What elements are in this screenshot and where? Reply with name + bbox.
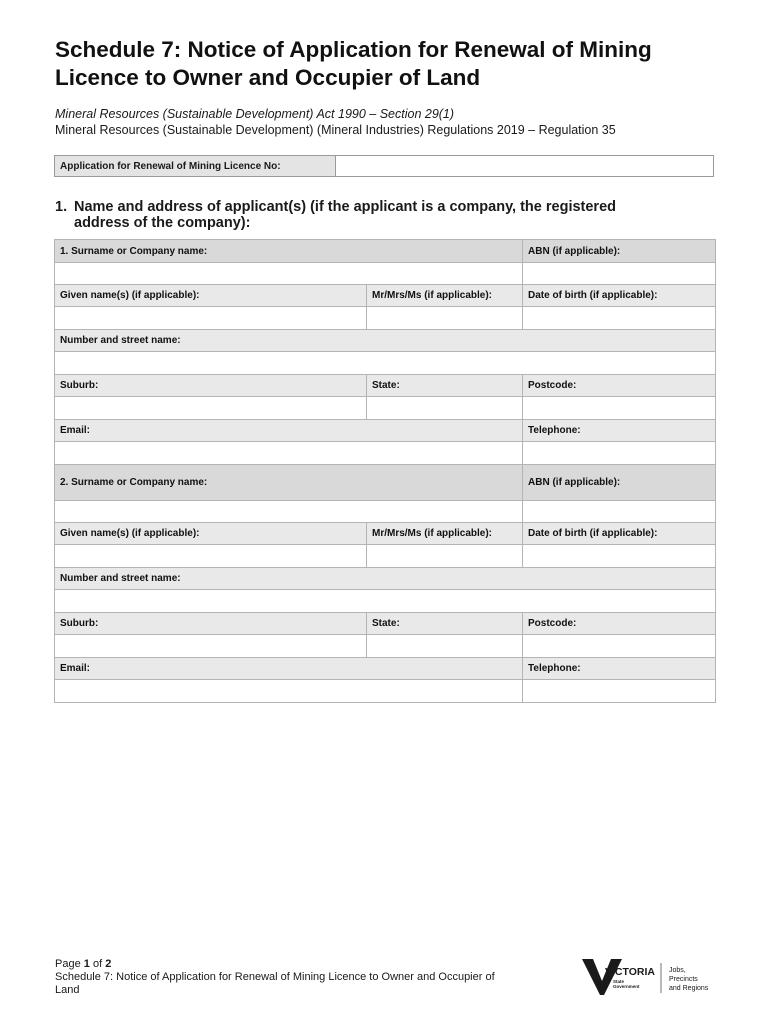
- licence-number-label: Application for Renewal of Mining Licence No:: [55, 156, 336, 176]
- applicant-2-telephone-input[interactable]: [523, 680, 716, 703]
- applicant-1-telephone-label: Telephone:: [523, 420, 716, 442]
- applicant-2-suburb-input[interactable]: [55, 635, 367, 658]
- regulations-reference: Mineral Resources (Sustainable Development) (Mineral Industries) Regulations 2019 – Regulation 35: [55, 123, 616, 137]
- logo-brand-text: VICTORIA: [605, 966, 655, 978]
- applicant-1-given-names-input[interactable]: [55, 307, 367, 330]
- applicant-2-abn-input[interactable]: [523, 501, 716, 523]
- applicant-2-abn-label: ABN (if applicable):: [523, 465, 716, 501]
- applicant-2-postcode-label: Postcode:: [523, 613, 716, 635]
- applicant-1-street-label: Number and street name:: [55, 330, 716, 352]
- footer-title-line1: Schedule 7: Notice of Application for Renewal of Mining Licence to Owner and Occupier of: [55, 971, 495, 983]
- applicant-2-street-input[interactable]: [55, 590, 716, 613]
- applicant-1-state-input[interactable]: [367, 397, 523, 420]
- applicant-1-street-input[interactable]: [55, 352, 716, 375]
- applicant-2-state-label: State:: [367, 613, 523, 635]
- section-1-heading: [55, 199, 695, 231]
- applicant-2-email-label: Email:: [55, 658, 523, 680]
- footer-document-title: [55, 971, 550, 997]
- applicant-1-dob-input[interactable]: [523, 307, 716, 330]
- applicant-1-postcode-label: Postcode:: [523, 375, 716, 397]
- applicant-1-postcode-input[interactable]: [523, 397, 716, 420]
- applicant-1-email-input[interactable]: [55, 442, 523, 465]
- applicant-1-state-label: State:: [367, 375, 523, 397]
- applicant-2-state-input[interactable]: [367, 635, 523, 658]
- licence-number-row: [54, 155, 714, 177]
- applicant-1-email-label: Email:: [55, 420, 523, 442]
- logo-dept-line1: Jobs,: [669, 967, 686, 974]
- page-total: 2: [105, 958, 112, 970]
- applicant-2-surname-label: 2. Surname or Company name:: [55, 465, 523, 501]
- applicant-1-title-label: Mr/Mrs/Ms (if applicable):: [367, 285, 523, 307]
- applicant-1-title-input[interactable]: [367, 307, 523, 330]
- applicant-1-abn-input[interactable]: [523, 263, 716, 285]
- applicant-2-surname-input[interactable]: [55, 501, 523, 523]
- applicant-1-given-names-label: Given name(s) (if applicable):: [55, 285, 367, 307]
- applicant-details-table: [54, 239, 716, 703]
- applicant-2-title-label: Mr/Mrs/Ms (if applicable):: [367, 523, 523, 545]
- page-number: [55, 958, 555, 971]
- section-1-title-line2: address of the company):: [74, 215, 251, 231]
- applicant-2-street-label: Number and street name:: [55, 568, 716, 590]
- applicant-1-header-row: [55, 240, 716, 263]
- page-of: of: [92, 958, 103, 970]
- applicant-2-dob-label: Date of birth (if applicable):: [523, 523, 716, 545]
- logo-sub-government: Government: [613, 984, 640, 989]
- applicant-1-suburb-input[interactable]: [55, 397, 367, 420]
- victoria-government-logo: [582, 957, 722, 997]
- applicant-1-dob-label: Date of birth (if applicable):: [523, 285, 716, 307]
- act-reference: Mineral Resources (Sustainable Development) Act 1990 – Section 29(1): [55, 107, 455, 121]
- applicant-2-email-input[interactable]: [55, 680, 523, 703]
- logo-dept-line3: and Regions: [669, 985, 709, 992]
- section-1-number: 1.: [55, 199, 68, 215]
- document-title: Schedule 7: Notice of Application for Renewal of Mining Licence to Owner and Occupier of Land: [55, 37, 652, 90]
- applicant-1-surname-label: 1. Surname or Company name:: [55, 240, 523, 263]
- logo-sub-state: State: [613, 979, 625, 984]
- applicant-2-given-names-input[interactable]: [55, 545, 367, 568]
- applicant-1-surname-input[interactable]: [55, 263, 523, 285]
- applicant-2-telephone-label: Telephone:: [523, 658, 716, 680]
- page-current: 1: [83, 958, 90, 970]
- applicant-2-header-row: [55, 465, 716, 501]
- applicant-2-title-input[interactable]: [367, 545, 523, 568]
- applicant-2-given-names-label: Given name(s) (if applicable):: [55, 523, 367, 545]
- applicant-1-suburb-label: Suburb:: [55, 375, 367, 397]
- applicant-1-abn-label: ABN (if applicable):: [523, 240, 716, 263]
- applicant-2-postcode-input[interactable]: [523, 635, 716, 658]
- applicant-2-suburb-label: Suburb:: [55, 613, 367, 635]
- footer-title-line2: Land: [55, 984, 80, 996]
- page-footer: [55, 958, 555, 997]
- logo-dept-line2: Precincts: [669, 976, 698, 983]
- applicant-1-telephone-input[interactable]: [523, 442, 716, 465]
- applicant-2-dob-input[interactable]: [523, 545, 716, 568]
- section-1-title-line1: Name and address of applicant(s) (if the applicant is a company, the registered: [74, 199, 617, 215]
- licence-number-field[interactable]: [336, 156, 713, 176]
- page-word: Page: [55, 958, 81, 970]
